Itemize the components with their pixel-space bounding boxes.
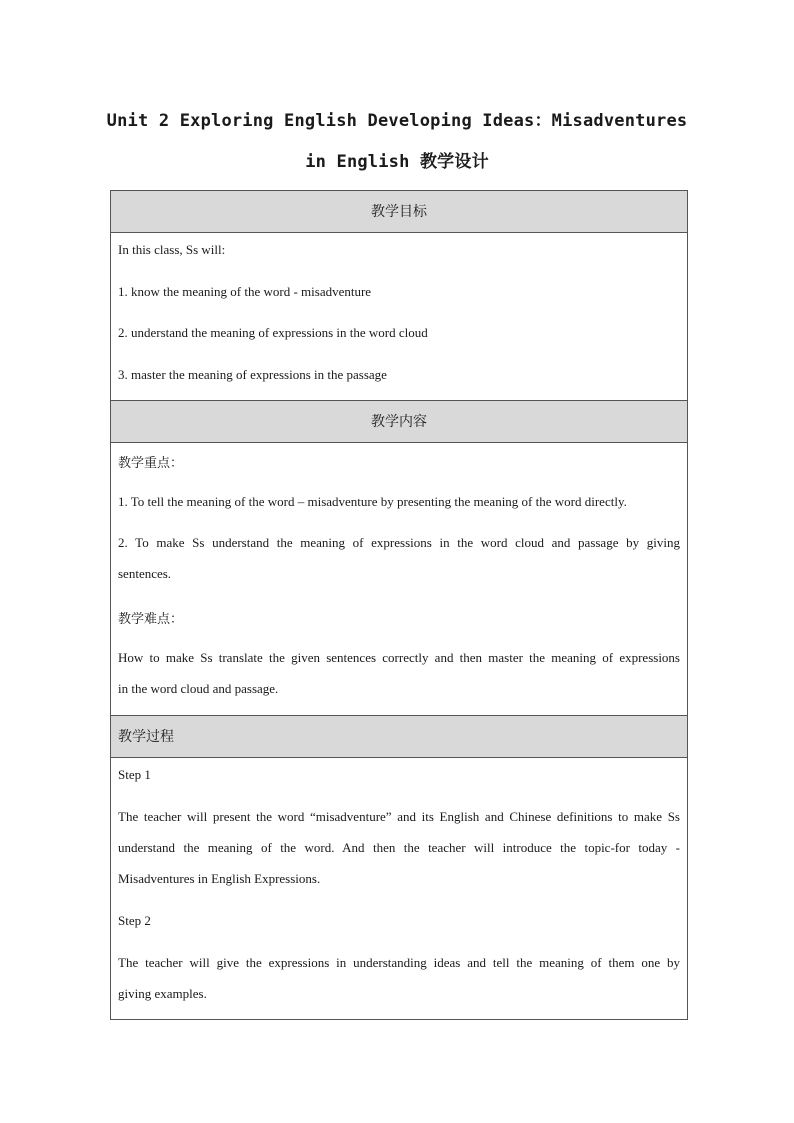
process-body bbox=[111, 758, 687, 1019]
content-header: 教学内容 bbox=[371, 414, 427, 430]
objectives-intro: In this class, Ss will: bbox=[118, 242, 226, 257]
step-2-line-2: giving examples. bbox=[118, 986, 207, 1001]
step-1-label: Step 1 bbox=[118, 767, 151, 782]
process-header: 教学过程 bbox=[118, 729, 174, 745]
step-1-line-1: The teacher will present the word “misadventure” and its English and Chinese definitions to make Ss bbox=[118, 809, 680, 824]
content-body bbox=[111, 443, 687, 716]
step-2-label: Step 2 bbox=[118, 913, 151, 928]
difficult-point-line-1: How to make Ss translate the given sentences correctly and then master the meaning of expressions bbox=[118, 650, 680, 665]
document-title-line-2: in English 教学设计 bbox=[305, 152, 489, 172]
objectives-header-row bbox=[111, 191, 687, 233]
process-header-row bbox=[111, 716, 687, 758]
objective-item-1: 1. know the meaning of the word - misadventure bbox=[118, 284, 372, 299]
step-2-line-1: The teacher will give the expressions in understanding ideas and tell the meaning of them one by bbox=[118, 955, 680, 970]
document-title-line-1: Unit 2 Exploring English Developing Ideas：Misadventures bbox=[106, 111, 688, 131]
key-point-1: 1. To tell the meaning of the word – misadventure by presenting the meaning of the word directly. bbox=[118, 494, 627, 509]
key-point-2-line-2: sentences. bbox=[118, 566, 172, 581]
content-header-row bbox=[111, 401, 687, 443]
step-1-line-2: understand the meaning of the word. And then the teacher will introduce the topic-for today - bbox=[118, 840, 680, 855]
key-points-label: 教学重点： bbox=[118, 456, 184, 471]
step-1-line-3: Misadventures in English Expressions. bbox=[118, 871, 321, 886]
difficult-point-line-2: in the word cloud and passage. bbox=[118, 681, 279, 696]
difficult-points-label: 教学难点： bbox=[118, 612, 184, 627]
objective-item-2: 2. understand the meaning of expressions in the word cloud bbox=[118, 325, 428, 340]
objective-item-3: 3. master the meaning of expressions in the passage bbox=[118, 367, 387, 382]
key-point-2-line-1: 2. To make Ss understand the meaning of expressions in the word cloud and passage by giving bbox=[118, 535, 680, 550]
objectives-body bbox=[111, 233, 687, 401]
objectives-header: 教学目标 bbox=[371, 204, 427, 220]
lesson-plan-table bbox=[110, 190, 688, 1020]
